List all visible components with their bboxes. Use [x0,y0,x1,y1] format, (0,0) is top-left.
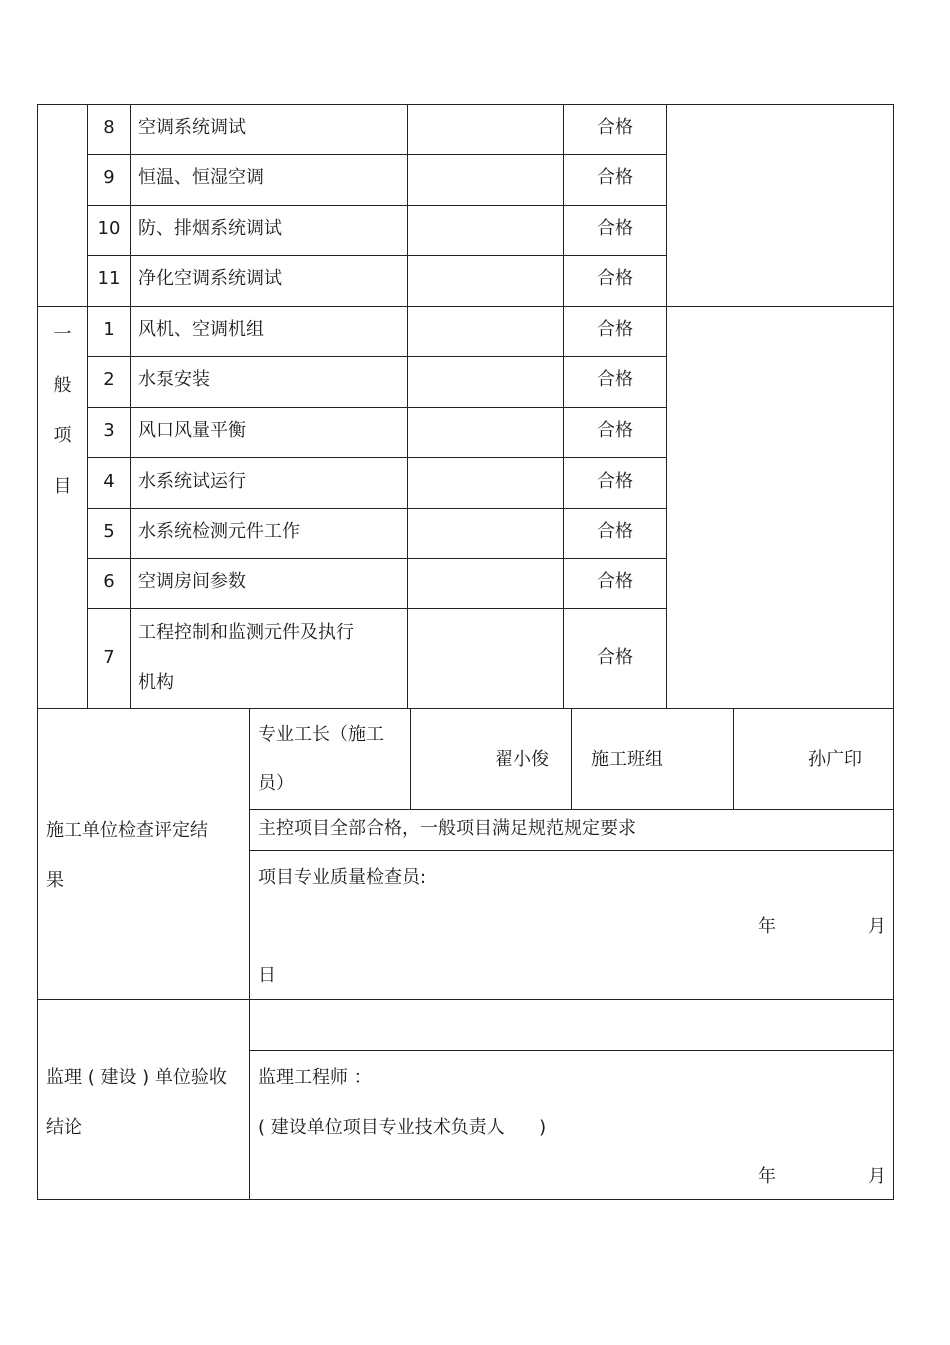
item-name: 水系统检测元件工作 [138,521,300,542]
row-divider [87,407,667,408]
engineer-label: 监理工程师 ： [258,1067,372,1088]
item-number: 6 [103,571,115,592]
item-name: 水系统试运行 [138,471,246,492]
section-divider [37,708,894,709]
item-number: 5 [103,521,115,542]
section-divider [37,999,894,1000]
row-divider [87,508,667,509]
item-number: 1 [103,319,115,340]
column-divider [407,104,408,708]
row-divider [249,850,894,851]
item-name-line1: 工程控制和监测元件及执行 [138,622,354,643]
inspection-conclusion: 主控项目全部合格，一般项目满足规范规定要求 [258,818,636,839]
column-divider [249,708,250,1200]
item-number: 8 [103,117,115,138]
supervision-label-line2: 结论 [46,1117,82,1138]
date-day: 日 [258,965,276,986]
row-divider [87,608,667,609]
item-number: 3 [103,420,115,441]
table-top-border [37,104,894,105]
item-result: 合格 [597,167,633,188]
foreman-name: 翟小俊 [495,749,549,770]
construction-label-line1: 施工单位检查评定结 [46,820,208,841]
column-divider [130,104,131,708]
item-result: 合格 [597,647,633,668]
general-items-label-char: 目 [53,476,72,497]
row-divider [249,809,894,810]
item-result: 合格 [597,521,633,542]
inspector-label: 项目专业质量检查员: [258,867,427,888]
section-divider [37,306,894,307]
column-divider [563,104,564,708]
item-result: 合格 [597,319,633,340]
row-divider [87,356,667,357]
column-divider [733,708,734,809]
item-number: 7 [103,647,115,668]
item-name: 恒温、恒湿空调 [138,167,264,188]
owner-rep-label: ( 建设单位项目专业技术负责人 ) [258,1117,547,1138]
item-number: 9 [103,167,115,188]
item-name-line2: 机构 [138,672,174,693]
column-divider [410,708,411,809]
column-divider [87,104,88,708]
item-name: 风口风量平衡 [138,420,246,441]
general-items-label-char: 项 [53,425,72,446]
date-year: 年 [758,916,776,937]
table-right-border [893,104,894,1200]
item-name: 净化空调系统调试 [138,268,282,289]
row-divider [249,1050,894,1051]
item-name: 水泵安装 [138,369,210,390]
row-divider [87,154,667,155]
item-number: 11 [97,268,121,289]
item-name: 空调房间参数 [138,571,246,592]
team-label: 施工班组 [591,749,663,770]
date-year: 年 [758,1166,776,1187]
foreman-label-line1: 专业工长（施工 [258,724,384,745]
foreman-label-line2: 员） [258,773,294,794]
item-result: 合格 [597,268,633,289]
item-result: 合格 [597,369,633,390]
item-result: 合格 [597,571,633,592]
row-divider [87,558,667,559]
general-items-label-char: 一 [53,324,72,345]
item-number: 10 [97,218,121,239]
table-bottom-border [37,1199,894,1200]
item-name: 风机、空调机组 [138,319,264,340]
item-number: 4 [103,471,115,492]
supervision-label-line1: 监理 ( 建设 ) 单位验收 [46,1067,227,1088]
row-divider [87,457,667,458]
row-divider [87,205,667,206]
column-divider [666,104,667,708]
item-result: 合格 [597,218,633,239]
date-month: 月 [868,916,886,937]
construction-label-line2: 果 [46,870,64,891]
item-name: 防、排烟系统调试 [138,218,282,239]
item-number: 2 [103,369,115,390]
date-month: 月 [868,1166,886,1187]
team-name: 孙广印 [808,749,862,770]
row-divider [87,255,667,256]
item-result: 合格 [597,117,633,138]
item-result: 合格 [597,420,633,441]
general-items-label-char: 般 [53,375,72,396]
item-name: 空调系统调试 [138,117,246,138]
item-result: 合格 [597,471,633,492]
table-left-border [37,104,38,1200]
